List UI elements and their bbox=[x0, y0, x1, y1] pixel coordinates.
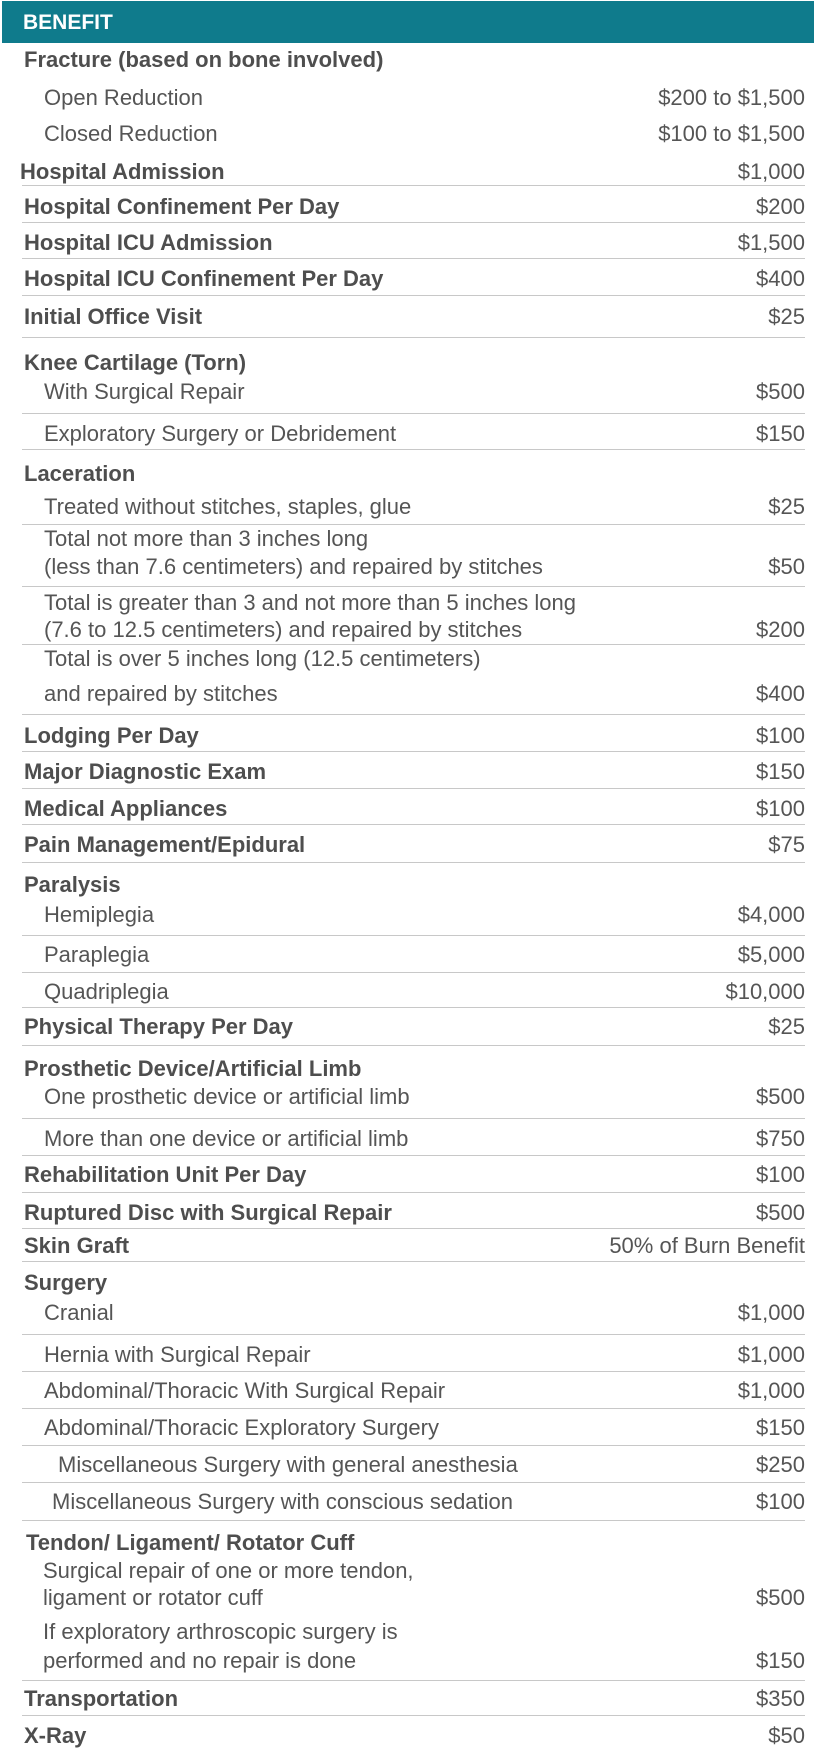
benefit-item-label: One prosthetic device or artificial limb bbox=[44, 1084, 410, 1109]
benefit-group-label: Major Diagnostic Exam bbox=[24, 759, 267, 784]
benefit-group-label: Hospital ICU Confinement Per Day bbox=[24, 266, 384, 291]
benefit-item-label: performed and no repair is done bbox=[43, 1648, 357, 1673]
benefit-item-label: Total not more than 3 inches long bbox=[44, 526, 369, 551]
benefit-group-label: Hospital ICU Admission bbox=[24, 230, 273, 255]
benefit-item-label: ligament or rotator cuff bbox=[43, 1585, 263, 1610]
benefit-group-label: Hospital Admission bbox=[20, 159, 225, 184]
benefit-item-label: (less than 7.6 centimeters) and repaired by stitches bbox=[44, 554, 543, 579]
row-divider bbox=[22, 1520, 805, 1521]
header-title: BENEFIT bbox=[23, 11, 113, 34]
benefit-amount: $4,000 bbox=[737, 902, 805, 927]
benefit-item-label: and repaired by stitches bbox=[44, 681, 278, 706]
benefit-group-label: Hospital Confinement Per Day bbox=[24, 194, 340, 219]
benefit-group-label: Lodging Per Day bbox=[24, 723, 199, 748]
benefit-item-label: Hernia with Surgical Repair bbox=[44, 1342, 311, 1367]
benefit-amount: $25 bbox=[768, 494, 805, 519]
benefit-group-label: Prosthetic Device/Artificial Limb bbox=[24, 1056, 362, 1081]
benefit-amount: $1,500 bbox=[737, 230, 805, 255]
row-divider bbox=[22, 258, 805, 259]
benefit-item-label: Treated without stitches, staples, glue bbox=[44, 494, 412, 519]
benefit-group-label: Ruptured Disc with Surgical Repair bbox=[24, 1200, 392, 1225]
benefit-item-label: Cranial bbox=[44, 1300, 114, 1325]
benefit-group-label: Laceration bbox=[24, 461, 136, 486]
benefit-amount: $750 bbox=[756, 1126, 805, 1151]
row-divider bbox=[22, 935, 805, 936]
row-divider bbox=[22, 222, 805, 223]
row-divider bbox=[22, 1261, 805, 1262]
benefit-item-label: With Surgical Repair bbox=[44, 379, 245, 404]
benefit-amount: $100 bbox=[756, 1489, 805, 1514]
row-divider bbox=[22, 751, 805, 752]
benefit-amount: $400 bbox=[756, 681, 805, 706]
benefit-amount: $350 bbox=[756, 1686, 805, 1711]
row-divider bbox=[22, 524, 805, 525]
row-divider bbox=[22, 1408, 805, 1409]
benefit-item-label: Total is over 5 inches long (12.5 centimeters) bbox=[44, 646, 481, 671]
row-divider bbox=[22, 824, 805, 825]
row-divider bbox=[22, 586, 805, 587]
benefit-amount: $1,000 bbox=[737, 1342, 805, 1367]
benefit-group-label: Initial Office Visit bbox=[24, 304, 203, 329]
benefit-amount: $100 bbox=[756, 1162, 805, 1187]
benefit-amount: $200 to $1,500 bbox=[658, 85, 805, 110]
benefit-item-label: If exploratory arthroscopic surgery is bbox=[43, 1619, 398, 1644]
benefit-amount: $200 bbox=[756, 617, 805, 642]
row-divider bbox=[22, 1118, 805, 1119]
benefit-group-label: Surgery bbox=[24, 1270, 108, 1295]
benefit-item-label: Quadriplegia bbox=[44, 979, 169, 1004]
benefit-group-label: Medical Appliances bbox=[24, 796, 228, 821]
row-divider bbox=[22, 714, 805, 715]
row-divider bbox=[22, 1715, 805, 1716]
row-divider bbox=[22, 1007, 805, 1008]
benefit-group-label: Knee Cartilage (Torn) bbox=[24, 350, 247, 375]
benefit-amount: $500 bbox=[756, 1585, 805, 1610]
row-divider bbox=[22, 862, 805, 863]
benefit-item-label: Abdominal/Thoracic Exploratory Surgery bbox=[44, 1415, 439, 1440]
benefit-amount: $150 bbox=[756, 421, 805, 446]
benefit-amount: $400 bbox=[756, 266, 805, 291]
benefit-group-label: Pain Management/Epidural bbox=[24, 832, 306, 857]
benefit-amount: $25 bbox=[768, 1014, 805, 1039]
benefit-amount: $10,000 bbox=[725, 979, 805, 1004]
table-header bbox=[2, 1, 814, 43]
row-divider bbox=[22, 1155, 805, 1156]
benefit-item-label: More than one device or artificial limb bbox=[44, 1126, 409, 1151]
benefit-group-label: Fracture (based on bone involved) bbox=[24, 47, 384, 72]
benefit-amount: $75 bbox=[768, 832, 805, 857]
row-divider bbox=[22, 1445, 805, 1446]
benefit-amount: $1,000 bbox=[737, 1300, 805, 1325]
benefit-group-label: Tendon/ Ligament/ Rotator Cuff bbox=[26, 1530, 355, 1555]
row-divider bbox=[22, 295, 805, 296]
benefit-item-label: Open Reduction bbox=[44, 85, 203, 110]
row-divider bbox=[22, 1371, 805, 1372]
benefit-amount: $1,000 bbox=[737, 159, 805, 184]
benefit-group-label: Transportation bbox=[24, 1686, 179, 1711]
benefit-group-label: X-Ray bbox=[24, 1723, 87, 1748]
benefit-group-label: Skin Graft bbox=[24, 1233, 130, 1258]
benefit-amount: $150 bbox=[756, 1648, 805, 1673]
row-divider bbox=[22, 1482, 805, 1483]
benefit-amount: $100 bbox=[756, 796, 805, 821]
benefit-amount: $50 bbox=[768, 1723, 805, 1748]
benefit-group-label: Physical Therapy Per Day bbox=[24, 1014, 294, 1039]
benefit-amount: $200 bbox=[756, 194, 805, 219]
benefit-amount: $50 bbox=[768, 554, 805, 579]
row-divider bbox=[22, 413, 805, 414]
benefit-item-label: (7.6 to 12.5 centimeters) and repaired by stitches bbox=[44, 617, 523, 642]
benefit-item-label: Closed Reduction bbox=[44, 121, 218, 146]
row-divider bbox=[22, 1334, 805, 1335]
benefit-amount: $150 bbox=[756, 759, 805, 784]
benefit-amount: $25 bbox=[768, 304, 805, 329]
benefit-amount: $150 bbox=[756, 1415, 805, 1440]
benefit-amount: $100 bbox=[756, 723, 805, 748]
benefit-item-label: Total is greater than 3 and not more than 5 inches long bbox=[44, 590, 577, 615]
benefit-amount: $500 bbox=[756, 1084, 805, 1109]
benefit-item-label: Exploratory Surgery or Debridement bbox=[44, 421, 397, 446]
row-divider bbox=[22, 972, 805, 973]
row-divider bbox=[22, 337, 805, 338]
benefit-amount: $100 to $1,500 bbox=[658, 121, 805, 146]
row-divider bbox=[22, 449, 805, 450]
row-divider bbox=[22, 644, 805, 645]
row-divider bbox=[22, 1228, 805, 1229]
benefit-item-label: Abdominal/Thoracic With Surgical Repair bbox=[44, 1378, 446, 1403]
benefit-group-label: Paralysis bbox=[24, 872, 121, 897]
row-divider bbox=[22, 1680, 805, 1681]
benefit-group-label: Rehabilitation Unit Per Day bbox=[24, 1162, 307, 1187]
benefit-amount: $500 bbox=[756, 379, 805, 404]
benefit-item-label: Miscellaneous Surgery with general anesthesia bbox=[58, 1452, 518, 1477]
benefit-amount: $5,000 bbox=[737, 942, 805, 967]
row-divider bbox=[22, 788, 805, 789]
benefit-amount: $500 bbox=[756, 1200, 805, 1225]
benefit-item-label: Miscellaneous Surgery with conscious sedation bbox=[52, 1489, 514, 1514]
benefit-amount: $1,000 bbox=[737, 1378, 805, 1403]
benefit-item-label: Paraplegia bbox=[44, 942, 150, 967]
benefit-item-label: Hemiplegia bbox=[44, 902, 155, 927]
row-divider bbox=[22, 1192, 805, 1193]
row-divider bbox=[22, 1045, 805, 1046]
benefit-amount: $250 bbox=[756, 1452, 805, 1477]
row-divider bbox=[22, 185, 805, 186]
benefit-amount: 50% of Burn Benefit bbox=[609, 1233, 805, 1258]
benefit-item-label: Surgical repair of one or more tendon, bbox=[43, 1558, 414, 1583]
